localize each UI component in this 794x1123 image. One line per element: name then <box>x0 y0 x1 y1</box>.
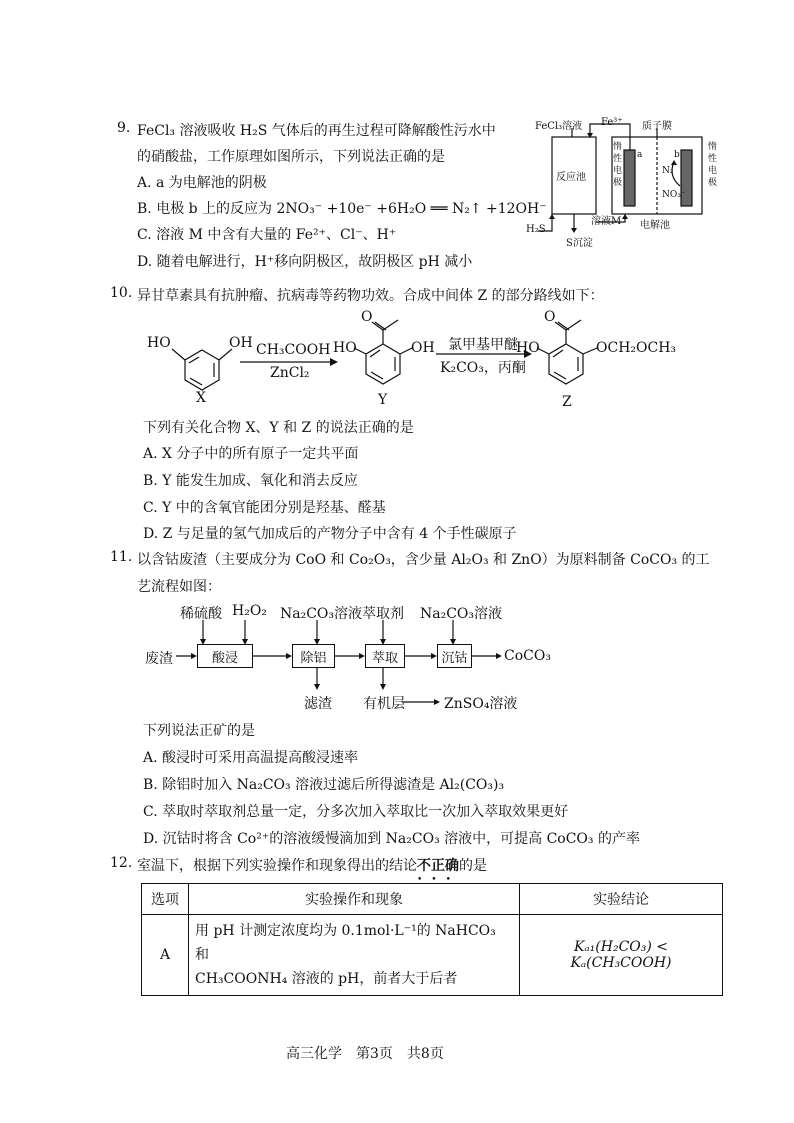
q12-stem-emphasis-text: 不正确 <box>417 858 459 874</box>
q10-option-a: A. X 分子中的所有原子一定共平面 <box>143 446 359 462</box>
q11-option-d: D. 沉钴时将含 Co²⁺的溶液缓慢滴加到 Na₂CO₃ 溶液中，可提高 CoCO₃ 的产率 <box>143 831 640 847</box>
q12-header-operation: 实验操作和现象 <box>189 884 520 915</box>
q10-x-ho: HO <box>147 335 171 351</box>
q9-option-d: D. 随着电解进行，H⁺移向阴极区，故阴极区 pH 减小 <box>137 254 473 270</box>
q12-emphasis-dots: ••• <box>417 875 460 885</box>
q11-step-extract: 萃取 <box>365 644 405 668</box>
q11-number: 11. <box>110 549 133 565</box>
q11-start-waste: 废渣 <box>145 651 173 667</box>
page-footer: 高三化学 第3页 共8页 <box>286 1046 444 1062</box>
q9-label-reactor: 反应池 <box>556 172 586 183</box>
q10-z-och2och3: OCH₂OCH₃ <box>596 340 677 356</box>
q9-label-electrode-b: b <box>674 150 680 160</box>
q10-z-ho: HO <box>516 340 540 356</box>
table-row <box>142 915 723 996</box>
q10-reagent1-bottom: ZnCl₂ <box>270 365 310 381</box>
q11-option-a: A. 酸浸时可采用高温提高酸浸速率 <box>143 750 359 766</box>
q10-option-c: C. Y 中的含氧官能团分别是羟基、醛基 <box>143 500 386 516</box>
q11-input-dilute-h2so4: 稀硫酸 <box>180 606 222 622</box>
q12-row-a-option: A <box>142 915 189 996</box>
q10-option-b: B. Y 能发生加成、氧化和消去反应 <box>143 473 358 489</box>
q10-y-oh: OH <box>411 340 435 356</box>
q10-label-y: Y <box>378 392 388 408</box>
q11-output-znso4: ZnSO₄溶液 <box>444 696 518 712</box>
q9-label-s-precipitate: S沉淀 <box>566 238 593 249</box>
q10-number: 10. <box>110 285 133 301</box>
q11-output-organic-layer: 有机层 <box>363 696 405 712</box>
q12-stem-pre: 室温下，根据下列实验操作和现象得出的结论 <box>137 858 417 874</box>
q12-number: 12. <box>110 855 133 871</box>
q12-stem <box>137 855 487 885</box>
q9-label-h2s: H₂S <box>526 224 546 235</box>
q11-option-c: C. 萃取时萃取剂总量一定，分多次加入萃取比一次加入萃取效果更好 <box>143 804 569 820</box>
q10-y-ho: HO <box>333 340 357 356</box>
q11-input-na2co3-1: Na₂CO₃溶液 <box>280 606 363 622</box>
q12-row-a-operation-line1: 用 pH 计测定浓度均为 0.1mol·L⁻¹的 NaHCO₃ 和 <box>195 923 496 963</box>
q12-stem-post: 的是 <box>459 858 487 874</box>
q10-stem: 异甘草素具有抗肿瘤、抗病毒等药物功效。合成中间体 Z 的部分路线如下： <box>137 288 604 304</box>
q11-product-coco3: CoCO₃ <box>504 648 551 664</box>
q9-label-solution-m: 溶液M <box>591 216 622 227</box>
q11-stem-line1: 以含钴废渣（主要成分为 CoO 和 Co₂O₃，含少量 Al₂O₃ 和 ZnO）为原料制备 CoCO₃ 的工 <box>137 552 710 568</box>
q12-header-option: 选项 <box>142 884 189 915</box>
q10-y-o: O <box>361 309 373 325</box>
q9-stem-line1: FeCl₃ 溶液吸收 H₂S 气体后的再生过程可降解酸性污水中 <box>137 123 496 139</box>
q12-row-a-conclusion: Kₐ₁(H₂CO₃) < Kₐ(CH₃COOH) <box>520 915 723 996</box>
q11-input-h2o2: H₂O₂ <box>232 603 267 619</box>
q11-input-na2co3-2: Na₂CO₃溶液 <box>420 606 503 622</box>
q9-option-b: B. 电极 b 上的反应为 2NO₃⁻ +10e⁻ +6H₂O ══ N₂↑ +12OH⁻ <box>137 201 547 217</box>
q9-label-electrode-a: a <box>637 150 643 160</box>
q9-label-electrolyzer: 电解池 <box>640 220 670 231</box>
q9-label-fe3: Fe³⁺ <box>601 117 623 128</box>
q9-label-fecl3: FeCl₃溶液 <box>535 121 583 132</box>
q11-output-filter-residue: 滤渣 <box>304 696 332 712</box>
q9-label-n2: N₂ <box>662 166 674 176</box>
q11-step-remove-al: 除铝 <box>292 644 335 668</box>
q11-option-b: B. 除铝时加入 Na₂CO₃ 溶液过滤后所得滤渣是 Al₂(CO₃)₃ <box>143 777 505 793</box>
q10-z-o: O <box>544 309 556 325</box>
q10-prompt: 下列有关化合物 X、Y 和 Z 的说法正确的是 <box>143 420 414 436</box>
q9-option-a: A. a 为电解池的阴极 <box>137 175 267 191</box>
q12-table-header-row <box>142 884 723 915</box>
q11-step-acid-leach: 酸浸 <box>197 644 253 668</box>
q9-label-inert-right: 惰 性 电 极 <box>708 142 718 188</box>
q9-label-inert-left: 惰 性 电 极 <box>613 142 623 188</box>
q12-stem-emphasis <box>417 858 460 885</box>
q9-option-c: C. 溶液 M 中含有大量的 Fe²⁺、Cl⁻、H⁺ <box>137 227 397 243</box>
q12-row-a-operation <box>189 915 520 996</box>
q9-stem-line2: 的硝酸盐，工作原理如图所示，下列说法正确的是 <box>137 149 445 165</box>
q12-header-conclusion: 实验结论 <box>520 884 723 915</box>
q9-number: 9. <box>117 120 131 136</box>
q10-label-x: X <box>196 390 206 406</box>
q10-label-z: Z <box>562 394 572 410</box>
q9-label-no3: NO₃⁻ <box>662 190 686 200</box>
q11-step-precipitate-co: 沉钴 <box>437 644 472 668</box>
q12-experiment-table <box>141 883 723 996</box>
q10-option-d: D. Z 与足量的氢气加成后的产物分子中含有 4 个手性碳原子 <box>143 526 517 542</box>
q10-reagent1-top: CH₃COOH <box>256 342 331 358</box>
q9-label-membrane: 质子膜 <box>642 121 672 132</box>
q10-reagent2-bottom: K₂CO₃，丙酮 <box>440 360 526 376</box>
q11-prompt: 下列说法正矿的是 <box>143 723 255 739</box>
q11-input-extractant: 萃取剂 <box>362 606 404 622</box>
q12-row-a-operation-line2: CH₃COONH₄ 溶液的 pH，前者大于后者 <box>195 971 458 987</box>
q10-reagent2-top: 氯甲基甲醚 <box>448 337 518 353</box>
q11-stem-line2: 艺流程如图： <box>137 579 221 595</box>
q10-x-oh: OH <box>229 335 253 351</box>
